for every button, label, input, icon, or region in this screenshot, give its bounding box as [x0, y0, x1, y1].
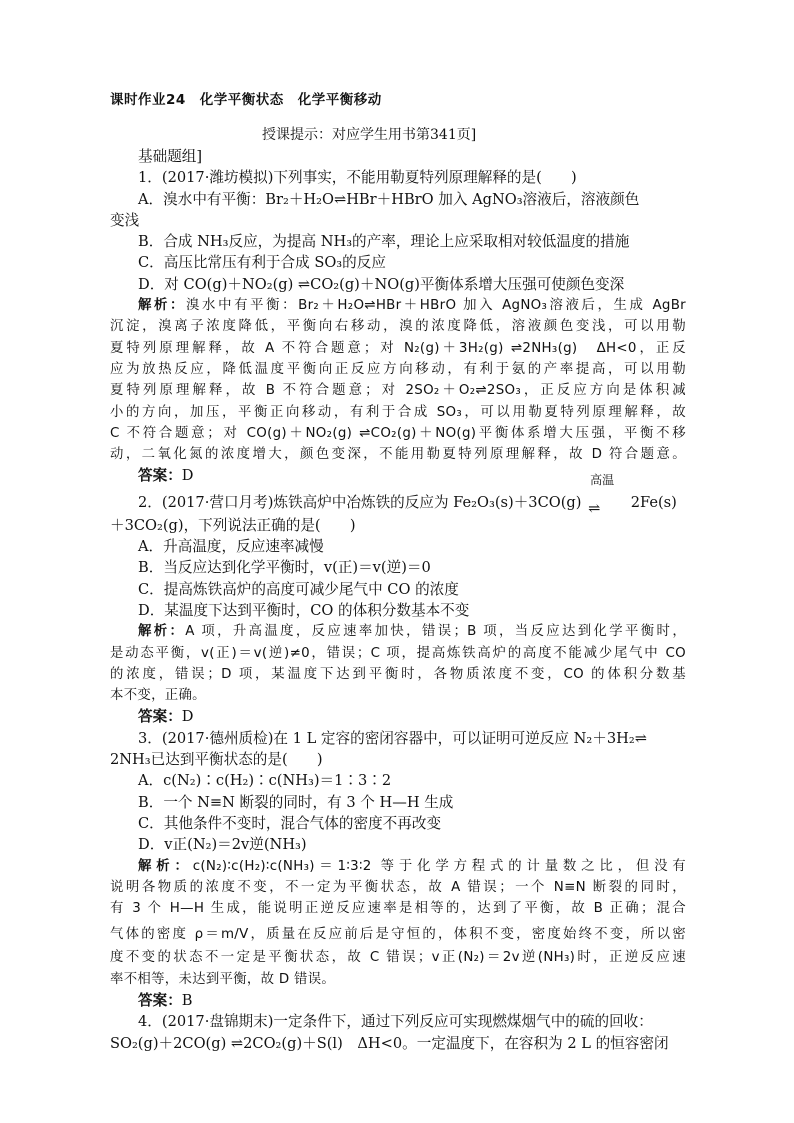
- q4-stem: 4．(2017·盘锦期末)一定条件下，通过下列反应可实现燃煤烟气中的硫的回收：: [138, 1013, 653, 1031]
- q1-option-a-cont: 变浅: [110, 211, 140, 229]
- analysis-label: 解析：: [138, 298, 187, 314]
- q1-analysis-line: 夏特列原理解释，故 A 不符合题意；对 N₂(g)＋3H₂(g) ⇌2NH₃(g) ΔH<0，正反: [110, 340, 686, 356]
- q1-answer: 答案：D: [138, 467, 194, 485]
- q3-stem-cont: 2NH₃已达到平衡状态的是( ): [110, 751, 323, 769]
- q3-analysis-line: 度不变的状态不一定是平衡状态，故 C 错误；v正(N₂)＝2v逆(NH₃)时，正逆反应速: [110, 950, 686, 966]
- q1-analysis-line: 动，二氧化氮的浓度增大，颜色变深，不能用勒夏特列原理解释，故 D 符合题意。: [110, 447, 686, 463]
- q1-option-d: D．对 CO(g)＋NO₂(g) ⇌CO₂(g)＋NO(g)平衡体系增大压强可使颜色变深: [138, 275, 625, 293]
- q3-stem: 3．(2017·德州质检)在 1 L 定容的密闭容器中，可以证明可逆反应 N₂＋3H₂⇌: [138, 729, 647, 747]
- q2-answer: 答案：D: [138, 708, 194, 726]
- q2-option-a: A．升高温度，反应速率减慢: [138, 538, 324, 556]
- q1-option-a: A．溴水中有平衡：Br₂＋H₂O⇌HBr＋HBrO 加入 AgNO₃溶液后，溶液颜色: [138, 190, 640, 208]
- q3-option-b: B．一个 N≡N 断裂的同时，有 3 个 H—H 生成: [138, 793, 454, 811]
- textbook-hint: 授课提示：对应学生用书第341页]: [262, 127, 477, 143]
- q1-analysis-line: C 不符合题意；对 CO(g)＋NO₂(g) ⇌CO₂(g)＋NO(g)平衡体系增大压强，平衡不移: [110, 425, 686, 441]
- q2-stem-cont: ＋3CO₂(g)，下列说法正确的是( ): [110, 516, 356, 534]
- q1-analysis-line: 小的方向，加压，平衡正向移动，有利于合成 SO₃，可以用勒夏特列原理解释，故: [110, 404, 686, 420]
- q2-stem: 2．(2017·营口月考)炼铁高炉中冶炼铁的反应为 Fe₂O₃(s)＋3CO(g) 高温 ⇌ 2Fe(s): [110, 487, 686, 515]
- q1-option-b: B．合成 NH₃反应，为提高 NH₃的产率，理论上应采取相对较低温度的措施: [138, 233, 630, 251]
- question-content: [110, 146, 686, 1054]
- q3-option-a: A．c(N₂)∶c(H₂)∶c(NH₃)＝1∶3∶2: [138, 772, 392, 790]
- q1-analysis-line: 夏特列原理解释，故 B 不符合题意；对 2SO₂＋O₂⇌2SO₃，正反应方向是体积减: [110, 383, 686, 399]
- q1-stem: 1．(2017·潍坊模拟)下列事实，不能用勒夏特列原理解释的是( ): [138, 169, 577, 187]
- q2-analysis-line: 本不变，正确。: [110, 688, 206, 704]
- q3-analysis-line: 气体的密度 ρ＝m/V，质量在反应前后是守恒的，体积不变，密度始终不变，所以密: [110, 927, 686, 943]
- reaction-condition: 高温 ⇌: [586, 487, 626, 509]
- q2-analysis-line: 的浓度，错误；D 项，某温度下达到平衡时，各物质浓度不变，CO 的体积分数基: [110, 666, 686, 682]
- q2-option-b: B．当反应达到化学平衡时，v(正)＝v(逆)＝0: [138, 559, 431, 577]
- q1-analysis-line: 解析：溴水中有平衡：Br₂＋H₂O⇌HBr＋HBrO 加入 AgNO₃溶液后，生成 AgBr: [138, 298, 686, 314]
- q1-analysis-line: 应为放热反应，降低温度平衡向正反应方向移动，有利于氨的产率提高，可以用勒: [110, 361, 686, 377]
- answer-label: 答案：: [138, 467, 182, 485]
- q3-analysis-line: 率不相等，未达到平衡，故 D 错误。: [110, 971, 336, 987]
- q2-option-c: C．提高炼铁高炉的高度可减少尾气中 CO 的浓度: [138, 580, 459, 598]
- q3-answer: 答案：B: [138, 991, 193, 1009]
- q1-option-c: C．高压比常压有利于合成 SO₃的反应: [138, 254, 386, 272]
- q3-analysis-line: 解析：c(N₂)∶c(H₂)∶c(NH₃)＝1∶3∶2 等于化学方程式的计量数之比，但没有: [138, 858, 686, 874]
- q3-option-d: D．v正(N₂)＝2v逆(NH₃): [138, 836, 307, 854]
- q3-option-c: C．其他条件不变时，混合气体的密度不再改变: [138, 814, 442, 832]
- page-title: 课时作业24 化学平衡状态 化学平衡移动: [110, 92, 382, 108]
- q2-analysis-line: 解析：A 项，升高温度，反应速率加快，错误；B 项，当反应达到化学平衡时，: [138, 624, 687, 640]
- q1-analysis-line: 沉淀，溴离子浓度降低，平衡向右移动，溴的浓度降低，溶液颜色变浅，可以用勒: [110, 319, 686, 335]
- q3-analysis-line: 说明各物质的浓度不变，不一定为平衡状态，故 A 错误；一个 N≡N 断裂的同时，: [110, 879, 686, 895]
- equilibrium-arrow-icon: ⇌: [588, 499, 601, 517]
- section-label: 基础题组]: [138, 148, 203, 165]
- q3-analysis-line: 有 3 个 H—H 生成，能说明正逆反应速率是相等的，达到了平衡，故 B 正确；混合: [110, 901, 686, 917]
- q4-stem-cont: SO₂(g)＋2CO(g) ⇌2CO₂(g)＋S(l) ΔH<0。一定温度下，在容积为 2 L 的恒容密闭: [110, 1034, 669, 1052]
- q2-option-d: D．某温度下达到平衡时，CO 的体积分数基本不变: [138, 601, 470, 619]
- q2-analysis-line: 是动态平衡，v(正)＝v(逆)≠0，错误；C 项，提高炼铁高炉的高度不能减少尾气中 CO: [110, 645, 686, 661]
